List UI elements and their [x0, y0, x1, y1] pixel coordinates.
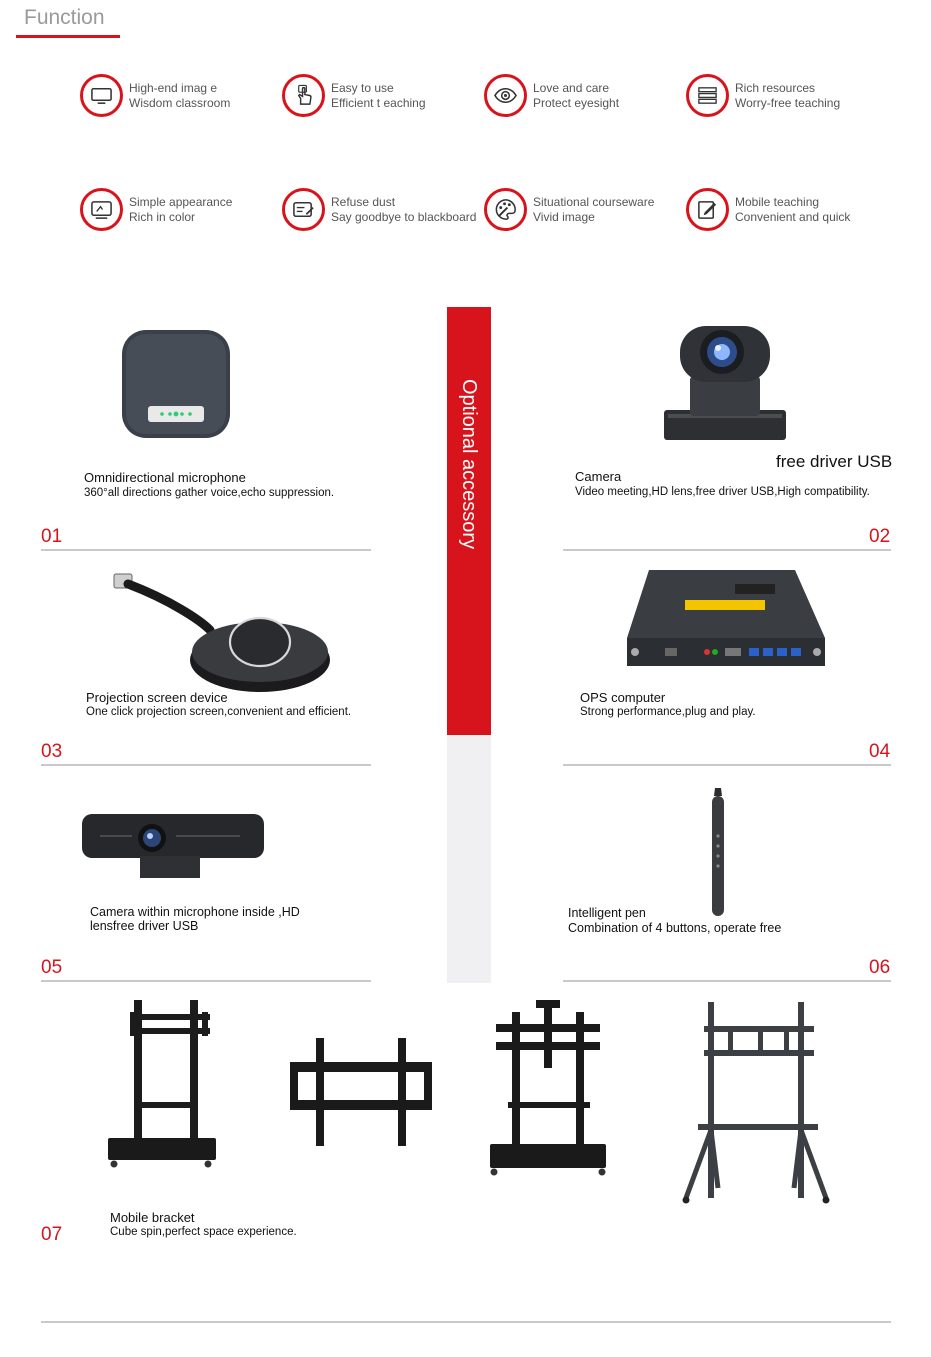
- feature-line2: Convenient and quick: [735, 210, 851, 224]
- band-grey-extension: [447, 735, 491, 983]
- product-04-number: 04: [869, 741, 891, 762]
- product-06-rule: [563, 980, 891, 982]
- section-title: Function: [24, 6, 105, 29]
- product-03-title: Projection screen device: [86, 690, 228, 705]
- feature-line1: Love and care: [533, 81, 610, 95]
- product-06-desc: Combination of 4 buttons, operate free: [568, 921, 782, 935]
- feature-line2: Wisdom classroom: [129, 96, 231, 110]
- board-icon: [282, 188, 325, 231]
- product-02-overlay: free driver USB: [776, 452, 893, 471]
- monitor-icon: [80, 74, 123, 117]
- mobile-bracket-image-1: [104, 998, 220, 1172]
- feature-line1: Mobile teaching: [735, 195, 820, 209]
- footer-rule: [41, 1321, 891, 1323]
- feature-line1: Situational courseware: [533, 195, 655, 209]
- tablet-icon: [80, 188, 123, 231]
- feature-situational-courseware: [484, 188, 684, 238]
- product-02-desc: Video meeting,HD lens,free driver USB,High compatibility.: [575, 486, 870, 498]
- product-07-number: 07: [41, 1224, 63, 1245]
- product-05-desc: lensfree driver USB: [90, 919, 199, 933]
- feature-line2: Protect eyesight: [533, 96, 620, 110]
- product-05-rule: [41, 980, 371, 982]
- feature-line2: Rich in color: [129, 210, 196, 224]
- ops-computer-image: [625, 568, 827, 670]
- product-02-rule: [563, 549, 891, 551]
- palette-icon: [484, 188, 527, 231]
- feature-simple-appearance: [80, 188, 280, 238]
- hand-touch-icon: [282, 74, 325, 117]
- projection-device-image: [110, 570, 330, 700]
- product-03-desc: One click projection screen,convenient and efficient.: [86, 706, 352, 718]
- product-07-title: Mobile bracket: [110, 1210, 195, 1225]
- product-01-desc: 360°all directions gather voice,echo suppression.: [84, 487, 335, 499]
- product-04-title: OPS computer: [580, 690, 666, 705]
- product-02-number: 02: [869, 526, 891, 547]
- product-05-number: 05: [41, 957, 63, 978]
- feature-rich-resources: [686, 74, 886, 124]
- product-01-rule: [41, 549, 371, 551]
- band-label-wrap: [447, 307, 491, 735]
- feature-line1: High-end imag e: [129, 81, 218, 95]
- feature-line2: Vivid image: [533, 210, 595, 224]
- product-03-rule: [41, 764, 371, 766]
- feature-high-end-image: [80, 74, 280, 124]
- ptz-camera-image: [660, 318, 790, 444]
- product-01-number: 01: [41, 526, 63, 547]
- product-01-title: Omnidirectional microphone: [84, 470, 246, 485]
- eye-icon: [484, 74, 527, 117]
- feature-line1: Refuse dust: [331, 195, 396, 209]
- product-06-title: Intelligent pen: [568, 906, 646, 920]
- feature-love-and-care: [484, 74, 684, 124]
- product-05-title: Camera within microphone inside ,HD: [90, 905, 300, 919]
- product-04-rule: [563, 764, 891, 766]
- title-underline: [16, 35, 120, 38]
- microphone-image: [120, 328, 232, 440]
- product-02-title: Camera: [575, 469, 622, 484]
- mobile-bracket-image-3: [678, 998, 838, 1204]
- feature-line2: Efficient t eaching: [331, 96, 426, 110]
- feature-refuse-dust: [282, 188, 482, 238]
- feature-line2: Say goodbye to blackboard: [331, 210, 477, 224]
- band-label: Optional accessory: [458, 379, 480, 550]
- product-03-number: 03: [41, 741, 63, 762]
- feature-line2: Worry-free teaching: [735, 96, 841, 110]
- pen-edit-icon: [686, 188, 729, 231]
- feature-easy-to-use: [282, 74, 482, 124]
- books-icon: [686, 74, 729, 117]
- product-07-desc: Cube spin,perfect space experience.: [110, 1226, 297, 1238]
- product-04-desc: Strong performance,plug and play.: [580, 706, 756, 718]
- wall-bracket-image: [288, 1036, 434, 1148]
- feature-line1: Rich resources: [735, 81, 816, 95]
- feature-line1: Simple appearance: [129, 195, 233, 209]
- feature-line1: Easy to use: [331, 81, 394, 95]
- mobile-bracket-image-2: [486, 998, 610, 1176]
- product-06-number: 06: [869, 957, 891, 978]
- feature-mobile-teaching: [686, 188, 886, 238]
- intelligent-pen-image: [706, 786, 730, 918]
- webcam-image: [80, 810, 266, 882]
